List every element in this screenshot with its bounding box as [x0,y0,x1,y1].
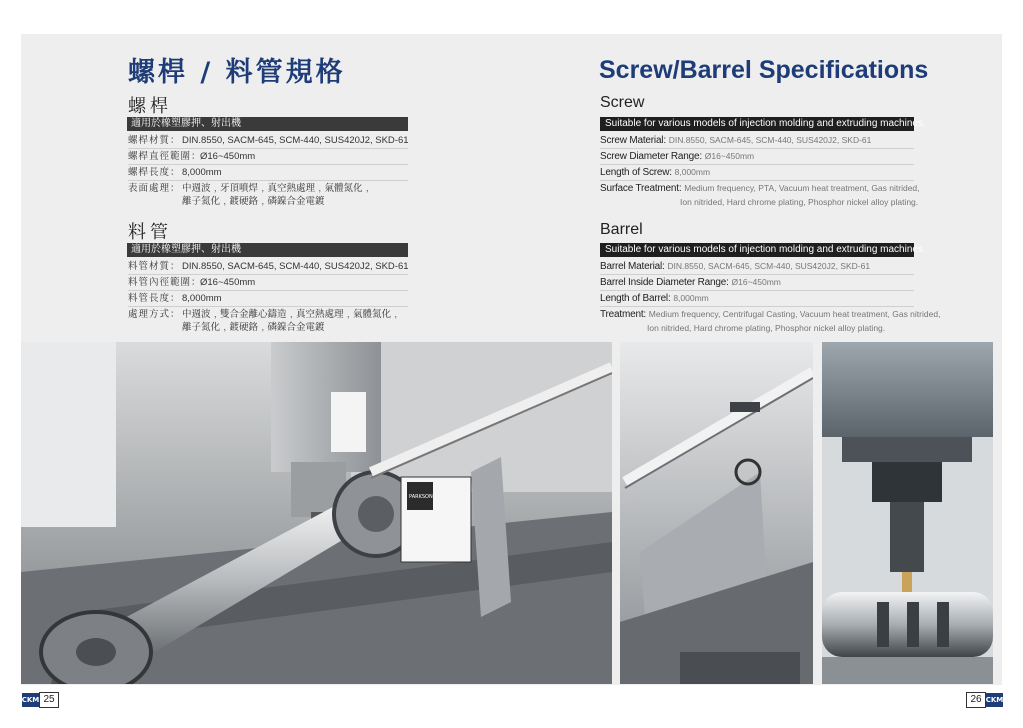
barrel-length-key-zh: 料管長度： [128,293,181,304]
barrel-material-row-en [600,259,914,275]
ckm-logo-icon: CKM [22,693,39,707]
screw-length-key-en: Length of Screw: [600,167,672,178]
barrel-material-value-zh: DIN.8550, SACM-645, SCM-440, SUS420J2, SKD-61 [182,261,409,272]
screw-length-value-en: 8,000mm [674,167,711,177]
screw-material-row-en [600,133,914,149]
barrel-diameter-row-zh [128,275,408,291]
screw-length-row-en [600,165,914,181]
barrel-treatment-row-zh [128,307,408,322]
page-title-zh: 螺桿 / 料管規格 [128,57,346,88]
screw-material-value-zh: DIN.8550, SACM-645, SCM-440, SUS420J2, SKD-61 [182,135,409,146]
barrel-material-value-en: DIN.8550, SACM-645, SCM-440, SUS420J2, SKD-61 [667,261,871,271]
screw-diameter-value-zh: Ø16~450mm [200,151,256,162]
barrel-diameter-row-en [600,275,914,291]
screw-band-en: Suitable for various models of injection molding and extruding machines. [600,117,914,131]
barrel-heading-zh: 料管 [128,222,172,243]
screw-length-value-zh: 8,000mm [182,167,222,178]
barrel-diameter-key-zh: 料管內徑範圍： [128,277,202,288]
screw-diameter-row-en [600,149,914,165]
barrel-length-key-en: Length of Barrel: [600,293,671,304]
barrel-diameter-value-en: Ø16~450mm [731,277,781,287]
screw-band-zh: 適用於橡塑膠押、射出機 [127,117,408,131]
screw-diameter-value-en: Ø16~450mm [704,151,755,161]
screw-surface-value-2-en: Ion nitrided, Hard chrome plating, Phosphor nickel alloy plating. [680,197,919,207]
machine-photo-large [21,342,612,684]
screw-surface-value-en: Medium frequency, PTA, Vacuum heat treatment, Gas nitrided, [684,183,920,193]
barrel-length-row-en [600,291,914,307]
screw-material-value-en: DIN.8550, SACM-645, SCM-440, SUS420J2, SKD-61 [668,135,872,145]
page-title-en: Screw/Barrel Specifications [599,56,929,84]
barrel-length-value-en: 8,000mm [673,293,709,303]
page-number-left [22,692,59,708]
screw-surface-row-zh [128,181,408,196]
page-number-left-value: 25 [39,692,59,708]
barrel-heading-en: Barrel [600,221,643,238]
screw-surface-key-zh: 表面處理： [128,183,181,194]
barrel-treatment-value-zh: 中週波﹐雙合金離心鑄造﹐真空熱處理﹐氣體氮化﹐ [182,309,401,320]
barrel-treatment-key-zh: 處理方式： [128,309,181,320]
screw-heading-en: Screw [600,94,645,111]
barrel-treatment-value-en: Medium frequency, Centrifugal Casting, Vacuum heat treatment, Gas nitrided, [648,309,941,319]
screw-diameter-row-zh [128,149,408,165]
page-number-right [966,692,1003,708]
barrel-material-row-zh [128,259,408,275]
barrel-band-zh: 適用於橡塑膠押、射出機 [127,243,408,257]
machine-label: PARKSON [409,494,433,500]
screw-diameter-key-zh: 螺桿直徑範圍： [128,151,202,162]
barrel-diameter-key-en: Barrel Inside Diameter Range: [600,277,729,288]
screw-heading-zh: 螺桿 [128,96,172,117]
screw-surface-row-en [600,181,920,196]
screw-surface-value-zh: 中週波﹐牙頂噴焊﹐真空熱處理﹐氣體氮化﹐ [182,183,373,194]
barrel-treatment-key-en: Treatment: [600,309,646,320]
ckm-logo-icon: CKM [986,693,1003,707]
barrel-band-en: Suitable for various models of injection molding and extruding machines. [600,243,914,257]
barrel-diameter-value-zh: Ø16~450mm [200,277,256,288]
barrel-treatment-value-2-en: Ion nitrided, Hard chrome plating, Phosphor nickel alloy plating. [647,323,886,333]
screw-material-row-zh [128,133,408,149]
spindle-photo [822,342,993,684]
barrel-length-row-zh [128,291,408,307]
barrel-material-key-en: Barrel Material: [600,261,665,272]
barrel-treatment-value-2-zh: 離子氮化﹐鍍硬鉻﹐磷鎳合金電鍍 [182,322,325,333]
screw-material-key-zh: 螺桿材質： [128,135,181,146]
screw-surface-key-en: Surface Treatment: [600,183,682,194]
screw-length-key-zh: 螺桿長度： [128,167,181,178]
page-number-right-value: 26 [966,692,986,708]
barrel-length-value-zh: 8,000mm [182,293,222,304]
barrel-material-key-zh: 料管材質： [128,261,181,272]
screw-surface-value-2-zh: 離子氮化﹐鍍硬鉻﹐磷鎳合金電鍍 [182,196,325,207]
barrel-treatment-row-en [600,307,941,322]
screw-material-key-en: Screw Material: [600,135,666,146]
machine-photo-middle [620,342,813,684]
screw-diameter-key-en: Screw Diameter Range: [600,151,702,162]
screw-length-row-zh [128,165,408,181]
